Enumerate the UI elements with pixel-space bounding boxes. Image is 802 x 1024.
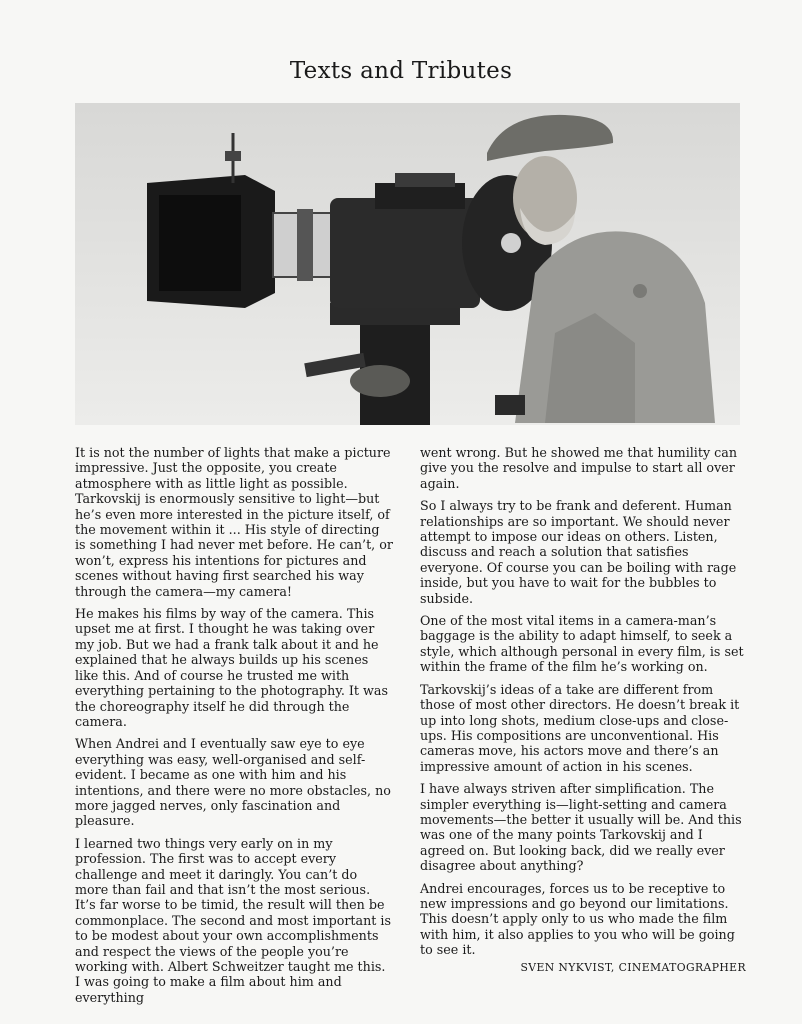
paragraph: He makes his films by way of the camera. This upset me at first. I thought he was taking over my job. But we had a frank talk about it and he explained that he always builds up his scenes like this. And of course he trusted me with everything pertaining to the photography. It was the choreography itself he did through the camera. (75, 606, 388, 729)
paragraph: I learned two things very early on in my profession. The first was to accept every challenge and meet it daringly. You can’t do more than fail and that isn’t the most serious. It’s far worse to be timid, the result will then be commonplace. The second and most important is to be modest about your own accomplishments and respect the views of the people you’re working with. Albert Schweitzer taught me this. I was going to make a film about him and everything (75, 835, 391, 1005)
paragraph: Tarkovskij’s ideas of a take are different from those of most other directors. He doesn’t break it up into long shots, medium close-ups and close-ups. His compositions are unconventional. His cameras move, his actors move and there’s an impressive amount of action in his scenes. (420, 681, 740, 774)
paragraph: So I always try to be frank and deferent. Human relationships are so important. We should never attempt to impose our ideas on others. Listen, discuss and reach a solution that satisfies everyone. Of course you can be boiling with rage inside, but you have to wait for the bubbles to subside. (420, 498, 737, 606)
paragraph: I have always striven after simplification. The simpler everything is—light-setting and camera movements—the better it usually will be. And this was one of the many points Tarkovskij and I agreed on. But looking back, did we really ever disagree about anything? (420, 781, 742, 874)
paragraph: It is not the number of lights that make a picture impressive. Just the opposite, you create atmosphere with as little light as possible. Tarkovskij is enormously sensitive to light—but he’s even more interested in the picture itself, of the movement within it ... His style of directing is something I had never met before. He can’t, or won’t, express his intentions for pictures and scenes without having first searched his way through the camera—my camera! (75, 445, 393, 599)
article-right-column (420, 445, 746, 965)
paragraph: One of the most vital items in a camera-man’s baggage is the ability to adapt himself, to seek a style, which although personal in every film, is set within the frame of the film he’s working on. (420, 613, 744, 675)
article-left-column (75, 445, 393, 1012)
author-credit: SVEN NYKVIST, CINEMATOGRAPHER (520, 961, 746, 974)
page-title: Texts and Tributes (289, 58, 513, 84)
paragraph: Andrei encourages, forces us to be receptive to new impressions and go beyond our limitations. This doesn’t apply only to us who made the film with him, it also applies to you who will be going to see it. (420, 880, 735, 958)
paragraph: went wrong. But he showed me that humility can give you the resolve and impulse to start all over again. (420, 445, 738, 491)
cinematographer-photo (75, 103, 740, 425)
camera-operator-illustration (75, 103, 740, 425)
paragraph: When Andrei and I eventually saw eye to eye everything was easy, well-organised and self-evident. I became as one with him and his intentions, and there were no more obstacles, no more jagged nerves, only fascination and pleasure. (75, 736, 391, 829)
